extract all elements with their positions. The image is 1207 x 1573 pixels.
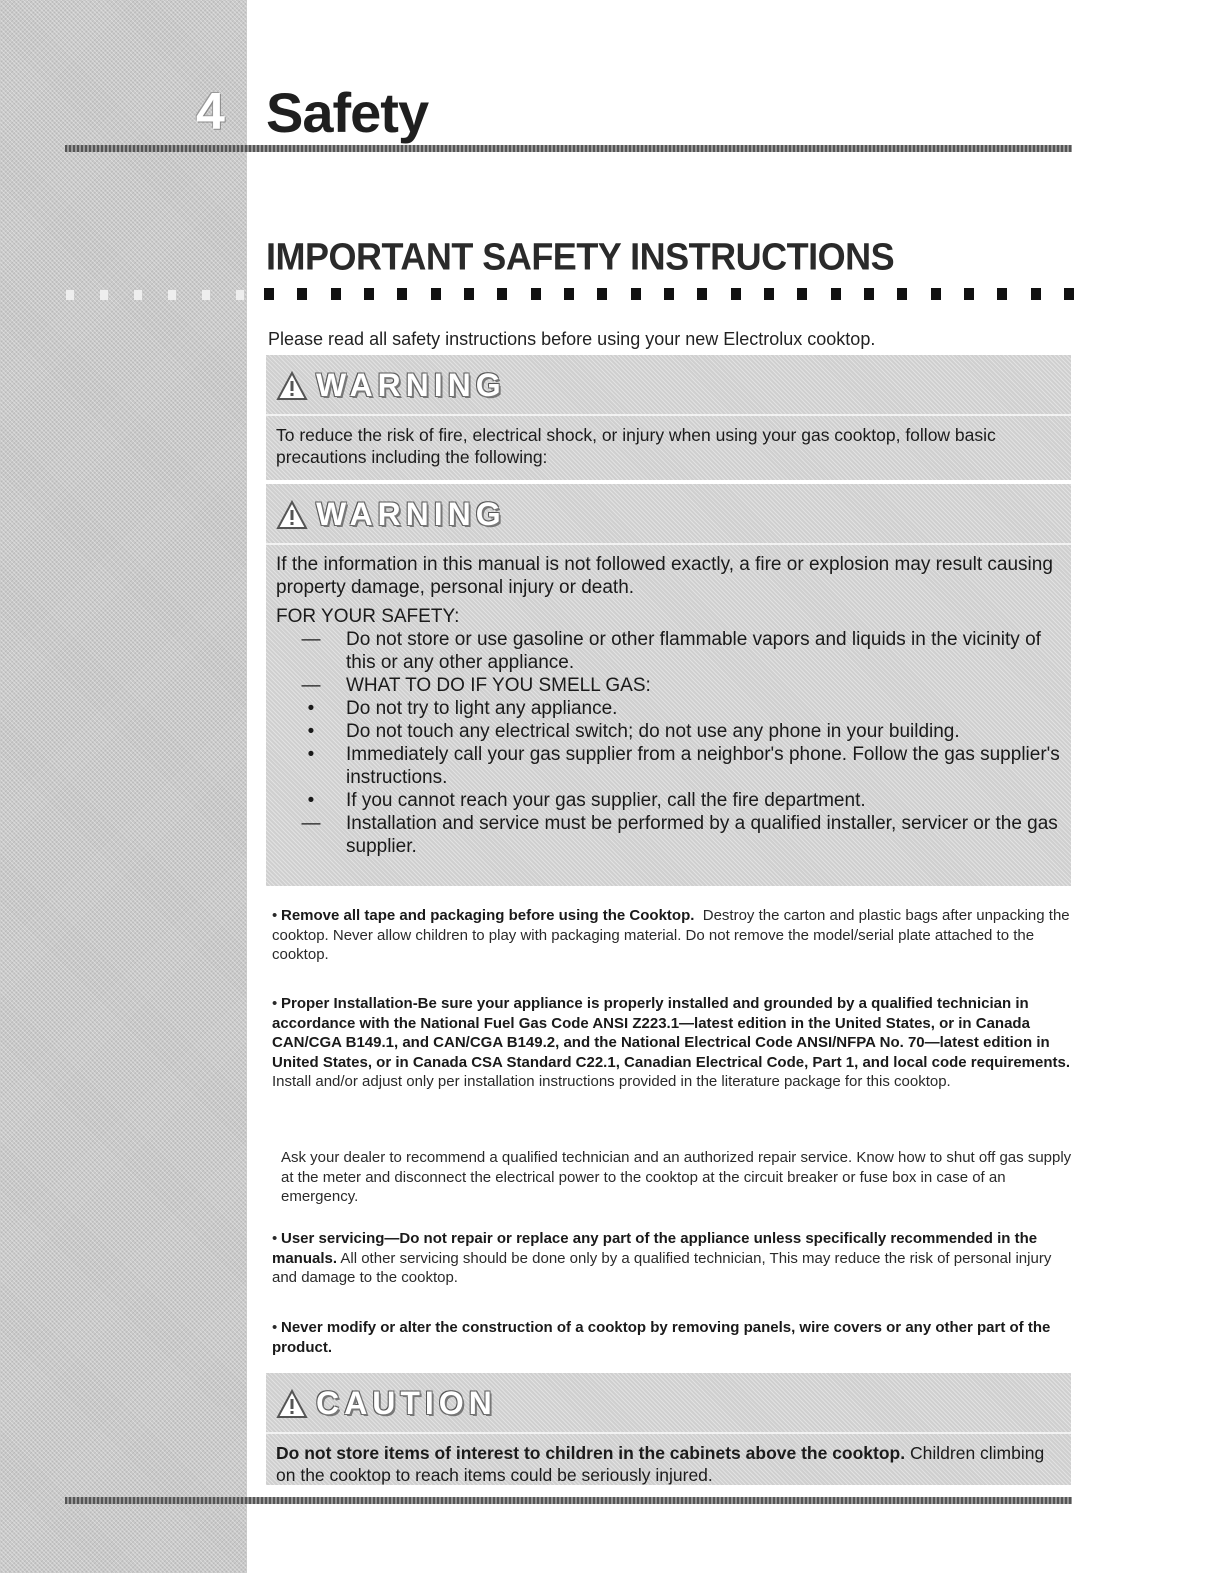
chapter-number: 4 xyxy=(196,83,225,141)
warning-triangle-icon xyxy=(276,371,308,401)
chapter-title: Safety xyxy=(266,81,429,144)
intro-text: Please read all safety instructions before using your new Electrolux cooktop. xyxy=(268,329,876,349)
for-your-safety-heading: FOR YOUR SAFETY: xyxy=(276,606,460,627)
paragraph-dealer: Ask your dealer to recommend a qualified technician and an authorized repair service. Know how to shut off gas supply at the meter and disconnect the electrical power to the cooktop at the circuit breaker or fuse box in case of an emergency. xyxy=(281,1149,1072,1205)
paragraph-user-servicing: • User servicing—Do not repair or replace any part of the appliance unless specifically recommended in the manuals. All other servicing should be done only by a qualified technician, This may reduce the risk of personal injury and damage to the cooktop. xyxy=(272,1230,1052,1286)
warning-panel-2 xyxy=(266,484,1071,886)
left-margin-strip xyxy=(0,0,247,1573)
caution-panel xyxy=(266,1373,1071,1485)
header-rule xyxy=(65,145,1072,152)
paragraph-installation: • Proper Installation-Be sure your appliance is properly installed and grounded by a qualified technician in accordance with the National Fuel Gas Code ANSI Z223.1—latest edition in the United States, or in Canada CAN/CGA B149.1, and CAN/CGA B149.2, and the National Electrical Code ANSI/NFPA No. 70—latest edition in United States, or in Canada CSA Standard C22.1, Canadian Electrical Code, Part 1, and local code requirements. Install and/or adjust only per installation instructions provided in the literature package for this cooktop. xyxy=(272,995,1071,1090)
list-item: • If you cannot reach your gas supplier, call the fire department. xyxy=(307,790,866,811)
warning-triangle-icon xyxy=(276,500,308,530)
warning-label: WARNING xyxy=(316,496,506,532)
caution-label: CAUTION xyxy=(316,1385,497,1421)
safety-list xyxy=(276,628,1063,858)
caution-text: Do not store items of interest to children in the cabinets above the cooktop. Children climbing on the cooktop to reach items could be seriously injured. xyxy=(276,1443,1045,1485)
decorative-dots-right xyxy=(264,288,1074,300)
warning-text: To reduce the risk of fire, electrical shock, or injury when using your gas cooktop, follow basic precautions including the following: xyxy=(276,425,996,467)
paragraph-never-modify: • Never modify or alter the construction of a cooktop by removing panels, wire covers or any other part of the product. xyxy=(272,1319,1051,1356)
list-item: • Do not try to light any appliance. xyxy=(307,698,618,719)
decorative-dots-left xyxy=(66,290,244,300)
paragraph-packaging: • Remove all tape and packaging before using the Cooktop. Destroy the carton and plastic bags after unpacking the cooktop. Never allow children to play with packaging material. Do not remove the model/serial plate attached to the cooktop. xyxy=(272,907,1070,963)
list-item: — Installation and service must be performed by a qualified installer, servicer or the gas supplier. xyxy=(301,813,1058,857)
caution-triangle-icon xyxy=(276,1389,308,1419)
section-heading: IMPORTANT SAFETY INSTRUCTIONS xyxy=(266,234,895,278)
list-item: • Do not touch any electrical switch; do not use any phone in your building. xyxy=(307,721,960,742)
list-item: — WHAT TO DO IF YOU SMELL GAS: xyxy=(301,675,651,696)
list-item: • Immediately call your gas supplier from a neighbor's phone. Follow the gas supplier's instructions. xyxy=(307,744,1060,788)
warning-label: WARNING xyxy=(316,367,506,403)
warning-text: If the information in this manual is not followed exactly, a fire or explosion may result causing property damage, personal injury or death. xyxy=(276,554,1053,598)
list-item: — Do not store or use gasoline or other flammable vapors and liquids in the vicinity of this or any other appliance. xyxy=(301,629,1041,673)
footer-rule xyxy=(65,1497,1072,1504)
warning-panel-1 xyxy=(266,355,1071,480)
